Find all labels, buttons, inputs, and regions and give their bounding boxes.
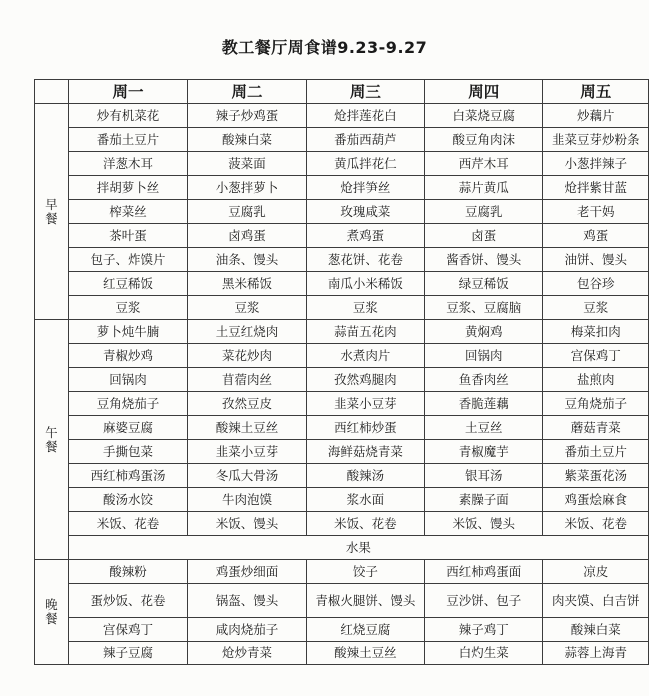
- dish-cell: 海鲜菇烧青菜: [306, 440, 424, 464]
- dish-cell: 冬瓜大骨汤: [188, 464, 306, 488]
- dish-cell: 油饼、馒头: [543, 248, 649, 272]
- dish-cell: 韭菜小豆芽: [306, 392, 424, 416]
- dish-cell: 红烧豆腐: [306, 618, 424, 642]
- menu-row: [35, 344, 649, 368]
- dish-cell: 包谷珍: [543, 272, 649, 296]
- menu-row: [35, 642, 649, 665]
- menu-row: [35, 248, 649, 272]
- menu-row: [35, 512, 649, 536]
- dish-cell: 香脆莲藕: [425, 392, 543, 416]
- dish-cell: 豆角烧茄子: [68, 392, 187, 416]
- dish-cell: 小葱拌辣子: [543, 152, 649, 176]
- dish-cell: 榨菜丝: [68, 200, 187, 224]
- dish-cell: 辣子鸡丁: [425, 618, 543, 642]
- dish-cell: 麻婆豆腐: [68, 416, 187, 440]
- dish-cell: 菜花炒肉: [188, 344, 306, 368]
- dish-cell: 蛋炒饭、花卷: [68, 584, 187, 618]
- dish-cell: 米饭、馒头: [425, 512, 543, 536]
- menu-row: [35, 536, 649, 560]
- menu-row: [35, 200, 649, 224]
- menu-row: [35, 584, 649, 618]
- menu-row: [35, 128, 649, 152]
- dish-cell: 米饭、馒头: [188, 512, 306, 536]
- dish-cell: 黄焖鸡: [425, 320, 543, 344]
- dish-cell: 韭菜豆芽炒粉条: [543, 128, 649, 152]
- dish-cell: 酸辣粉: [68, 560, 187, 584]
- dish-cell: 酸辣土豆丝: [306, 642, 424, 665]
- dish-cell: 蒜蓉上海青: [543, 642, 649, 665]
- dish-cell: 炒有机菜花: [68, 104, 187, 128]
- dish-cell: 南瓜小米稀饭: [306, 272, 424, 296]
- page-title: 教工餐厅周食谱9.23-9.27: [221, 38, 428, 57]
- dish-cell: 牛肉泡馍: [188, 488, 306, 512]
- dish-cell: 鱼香肉丝: [425, 368, 543, 392]
- dish-cell: 青椒炒鸡: [68, 344, 187, 368]
- dish-cell: 菠菜面: [188, 152, 306, 176]
- dish-cell: 水煮肉片: [306, 344, 424, 368]
- dish-cell: 西芹木耳: [425, 152, 543, 176]
- dish-cell: 番茄西葫芦: [306, 128, 424, 152]
- menu-row: [35, 152, 649, 176]
- menu-row: [35, 440, 649, 464]
- dish-cell: 鸡蛋炒细面: [188, 560, 306, 584]
- dish-cell: 豆角烧茄子: [543, 392, 649, 416]
- dish-cell: 土豆红烧肉: [188, 320, 306, 344]
- dish-cell: 盐煎肉: [543, 368, 649, 392]
- meal-label-char: 午: [45, 424, 58, 440]
- meal-label-char: 晚: [45, 597, 58, 612]
- menu-row: [35, 176, 649, 200]
- dish-cell: 酸豆角肉沫: [425, 128, 543, 152]
- dish-cell: 宫保鸡丁: [543, 344, 649, 368]
- dish-cell: 回锅肉: [425, 344, 543, 368]
- day-header: 周一: [68, 80, 187, 104]
- dish-cell: 西红柿鸡蛋汤: [68, 464, 187, 488]
- dish-cell: 米饭、花卷: [306, 512, 424, 536]
- dish-cell: 鸡蛋: [543, 224, 649, 248]
- dish-cell: 豆浆、豆腐脑: [425, 296, 543, 320]
- dish-cell: 酸汤水饺: [68, 488, 187, 512]
- dish-cell: 白菜烧豆腐: [425, 104, 543, 128]
- meal-label-char: 餐: [45, 611, 58, 626]
- menu-row: [35, 104, 649, 128]
- dish-cell: 白灼生菜: [425, 642, 543, 665]
- dish-cell: 煮鸡蛋: [306, 224, 424, 248]
- menu-row: [35, 224, 649, 248]
- menu-row: [35, 368, 649, 392]
- dish-cell: 番茄土豆片: [543, 440, 649, 464]
- dish-cell: 红豆稀饭: [68, 272, 187, 296]
- dish-cell: 酸辣白菜: [188, 128, 306, 152]
- dish-cell: 豆浆: [306, 296, 424, 320]
- meal-label-char: 餐: [45, 438, 58, 454]
- shared-dish-cell: 水果: [68, 536, 648, 560]
- day-header: 周五: [543, 80, 649, 104]
- dish-cell: 卤蛋: [425, 224, 543, 248]
- dish-cell: 酱香饼、馒头: [425, 248, 543, 272]
- dish-cell: 洋葱木耳: [68, 152, 187, 176]
- menu-row: [35, 320, 649, 344]
- dish-cell: 油条、馒头: [188, 248, 306, 272]
- dish-cell: 酸辣白菜: [543, 618, 649, 642]
- dish-cell: 炒藕片: [543, 104, 649, 128]
- meal-label-char: 餐: [45, 210, 58, 226]
- dish-cell: 黑米稀饭: [188, 272, 306, 296]
- menu-row: [35, 392, 649, 416]
- dish-cell: 茶叶蛋: [68, 224, 187, 248]
- dish-cell: 黄瓜拌花仁: [306, 152, 424, 176]
- meal-label: [35, 104, 69, 320]
- dish-cell: 银耳汤: [425, 464, 543, 488]
- dish-cell: 青椒魔芋: [425, 440, 543, 464]
- dish-cell: 酸辣土豆丝: [188, 416, 306, 440]
- dish-cell: 鸡蛋烩麻食: [543, 488, 649, 512]
- dish-cell: 辣子豆腐: [68, 642, 187, 665]
- dish-cell: 卤鸡蛋: [188, 224, 306, 248]
- dish-cell: 孜然鸡腿肉: [306, 368, 424, 392]
- dish-cell: 老干妈: [543, 200, 649, 224]
- dish-cell: 炝拌笋丝: [306, 176, 424, 200]
- dish-cell: 青椒火腿饼、馒头: [306, 584, 424, 618]
- dish-cell: 蒜片黄瓜: [425, 176, 543, 200]
- dish-cell: 梅菜扣肉: [543, 320, 649, 344]
- dish-cell: 韭菜小豆芽: [188, 440, 306, 464]
- menu-row: [35, 416, 649, 440]
- meal-label: [35, 560, 69, 665]
- dish-cell: 肉夹馍、白吉饼: [543, 584, 649, 618]
- day-header: 周四: [425, 80, 543, 104]
- menu-row: [35, 272, 649, 296]
- menu-row: [35, 618, 649, 642]
- dish-cell: 小葱拌萝卜: [188, 176, 306, 200]
- meal-label-char: 早: [45, 196, 58, 212]
- dish-cell: 绿豆稀饭: [425, 272, 543, 296]
- dish-cell: 番茄土豆片: [68, 128, 187, 152]
- dish-cell: 玫瑰咸菜: [306, 200, 424, 224]
- dish-cell: 紫菜蛋花汤: [543, 464, 649, 488]
- weekly-menu-table: [34, 79, 649, 665]
- dish-cell: 蒜苗五花肉: [306, 320, 424, 344]
- corner-cell: [35, 80, 69, 104]
- menu-row: [35, 296, 649, 320]
- dish-cell: 土豆丝: [425, 416, 543, 440]
- menu-row: [35, 464, 649, 488]
- dish-cell: 炝拌紫甘蓝: [543, 176, 649, 200]
- dish-cell: 锅盔、馒头: [188, 584, 306, 618]
- dish-cell: 苜蓿肉丝: [188, 368, 306, 392]
- dish-cell: 豆浆: [68, 296, 187, 320]
- dish-cell: 拌胡萝卜丝: [68, 176, 187, 200]
- dish-cell: 葱花饼、花卷: [306, 248, 424, 272]
- menu-row: [35, 488, 649, 512]
- dish-cell: 咸肉烧茄子: [188, 618, 306, 642]
- dish-cell: 包子、炸馍片: [68, 248, 187, 272]
- dish-cell: 浆水面: [306, 488, 424, 512]
- day-header: 周三: [306, 80, 424, 104]
- dish-cell: 凉皮: [543, 560, 649, 584]
- dish-cell: 辣子炒鸡蛋: [188, 104, 306, 128]
- dish-cell: 手撕包菜: [68, 440, 187, 464]
- dish-cell: 豆浆: [188, 296, 306, 320]
- dish-cell: 回锅肉: [68, 368, 187, 392]
- dish-cell: 炝拌莲花白: [306, 104, 424, 128]
- dish-cell: 宫保鸡丁: [68, 618, 187, 642]
- dish-cell: 豆腐乳: [425, 200, 543, 224]
- dish-cell: 米饭、花卷: [68, 512, 187, 536]
- dish-cell: 米饭、花卷: [543, 512, 649, 536]
- dish-cell: 孜然豆皮: [188, 392, 306, 416]
- dish-cell: 豆浆: [543, 296, 649, 320]
- dish-cell: 饺子: [306, 560, 424, 584]
- menu-row: [35, 560, 649, 584]
- dish-cell: 萝卜炖牛腩: [68, 320, 187, 344]
- dish-cell: 酸辣汤: [306, 464, 424, 488]
- meal-label: [35, 320, 69, 560]
- dish-cell: 素臊子面: [425, 488, 543, 512]
- dish-cell: 西红柿炒蛋: [306, 416, 424, 440]
- dish-cell: 西红柿鸡蛋面: [425, 560, 543, 584]
- header-row: [35, 80, 649, 104]
- dish-cell: 豆腐乳: [188, 200, 306, 224]
- day-header: 周二: [188, 80, 306, 104]
- dish-cell: 蘑菇青菜: [543, 416, 649, 440]
- dish-cell: 豆沙饼、包子: [425, 584, 543, 618]
- dish-cell: 炝炒青菜: [188, 642, 306, 665]
